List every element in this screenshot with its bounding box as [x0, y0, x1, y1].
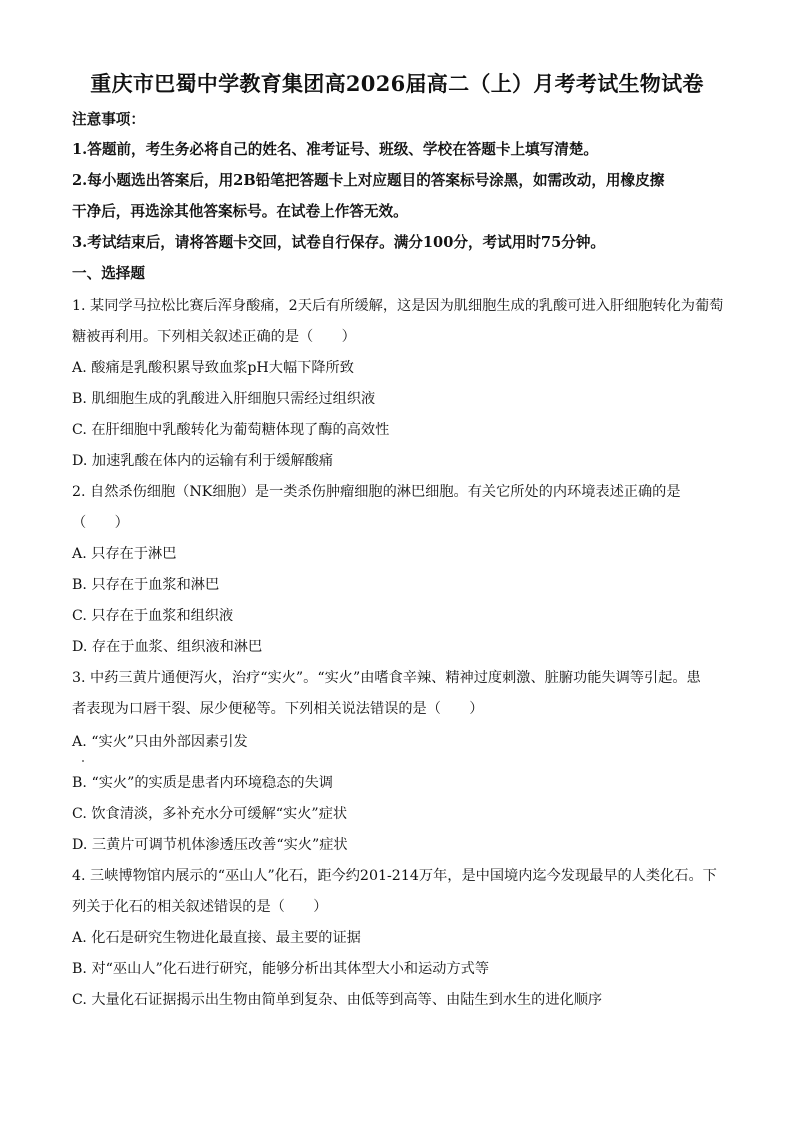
question-1-option-c: C. 在肝细胞中乳酸转化为葡萄糖体现了酶的高效性 [72, 422, 390, 438]
question-4-option-a: A. 化石是研究生物进化最直接、最主要的证据 [72, 930, 361, 946]
note-item-2: 2.每小题选出答案后，用2B铅笔把答题卡上对应题目的答案标号涂黑，如需改动，用橡皮擦 [72, 172, 665, 189]
notes-heading: 注意事项： [72, 111, 145, 128]
question-2-option-d: D. 存在于血浆、组织液和淋巴 [72, 639, 263, 655]
section-heading: 一、选择题 [72, 265, 145, 282]
question-4-stem-line-2: 列关于化石的相关叙述错误的是（ ） [72, 899, 328, 915]
question-3-option-b: B. “实火”的实质是患者内环境稳态的失调 [72, 775, 333, 791]
question-4-option-c: C. 大量化石证据揭示出生物由简单到复杂、由低等到高等、由陆生到水生的进化顺序 [72, 992, 603, 1008]
exam-title: 重庆市巴蜀中学教育集团高2026届高二（上）月考考试生物试卷 [90, 71, 704, 96]
question-2-option-c: C. 只存在于血浆和组织液 [72, 608, 234, 624]
question-1-option-d: D. 加速乳酸在体内的运输有利于缓解酸痛 [72, 453, 334, 469]
question-2-stem-line-2: （ ） [72, 515, 129, 531]
question-1-option-b: B. 肌细胞生成的乳酸进入肝细胞只需经过组织液 [72, 391, 376, 407]
question-4-option-b: B. 对“巫山人”化石进行研究，能够分析出其体型大小和运动方式等 [72, 961, 490, 977]
question-1-stem-line-2: 糖被再利用。下列相关叙述正确的是（ ） [72, 329, 356, 345]
question-1-stem-line-1: 1. 某同学马拉松比赛后浑身酸痛，2天后有所缓解，这是因为肌细胞生成的乳酸可进入肝细胞转化为葡萄 [72, 298, 724, 314]
question-3-stem-line-1: 3. 中药三黄片通便泻火，治疗“实火”。“实火”由嗜食辛辣、精神过度刺激、脏腑功能失调等引起。患 [72, 670, 701, 686]
question-2-option-a: A. 只存在于淋巴 [72, 546, 177, 562]
question-4-stem-line-1: 4. 三峡博物馆内展示的“巫山人”化石，距今约201-214万年，是中国境内迄今发现最早的人类化石。下 [72, 868, 717, 884]
question-2-stem-line-1: 2. 自然杀伤细胞（NK细胞）是一类杀伤肿瘤细胞的淋巴细胞。有关它所处的内环境表述正确的是 [72, 484, 681, 500]
question-2-option-b: B. 只存在于血浆和淋巴 [72, 577, 220, 593]
question-1-option-a: A. 酸痛是乳酸积累导致血浆pH大幅下降所致 [72, 360, 354, 376]
note-item-3: 3.考试结束后，请将答题卡交回，试卷自行保存。满分100分，考试用时75分钟。 [72, 234, 606, 251]
question-3-option-d: D. 三黄片可调节机体渗透压改善“实火”症状 [72, 837, 348, 853]
note-item-2-cont: 干净后，再选涂其他答案标号。在试卷上作答无效。 [72, 203, 408, 220]
question-3-stem-line-2: 者表现为口唇干裂、尿少便秘等。下列相关说法错误的是（ ） [72, 701, 484, 717]
note-item-1: 1.答题前，考生务必将自己的姓名、准考证号、班级、学校在答题卡上填写清楚。 [72, 141, 599, 158]
stray-dot-mark [82, 760, 84, 762]
question-3-option-a: A. “实火”只由外部因素引发 [72, 734, 248, 750]
question-3-option-c: C. 饮食清淡，多补充水分可缓解“实火”症状 [72, 806, 348, 822]
